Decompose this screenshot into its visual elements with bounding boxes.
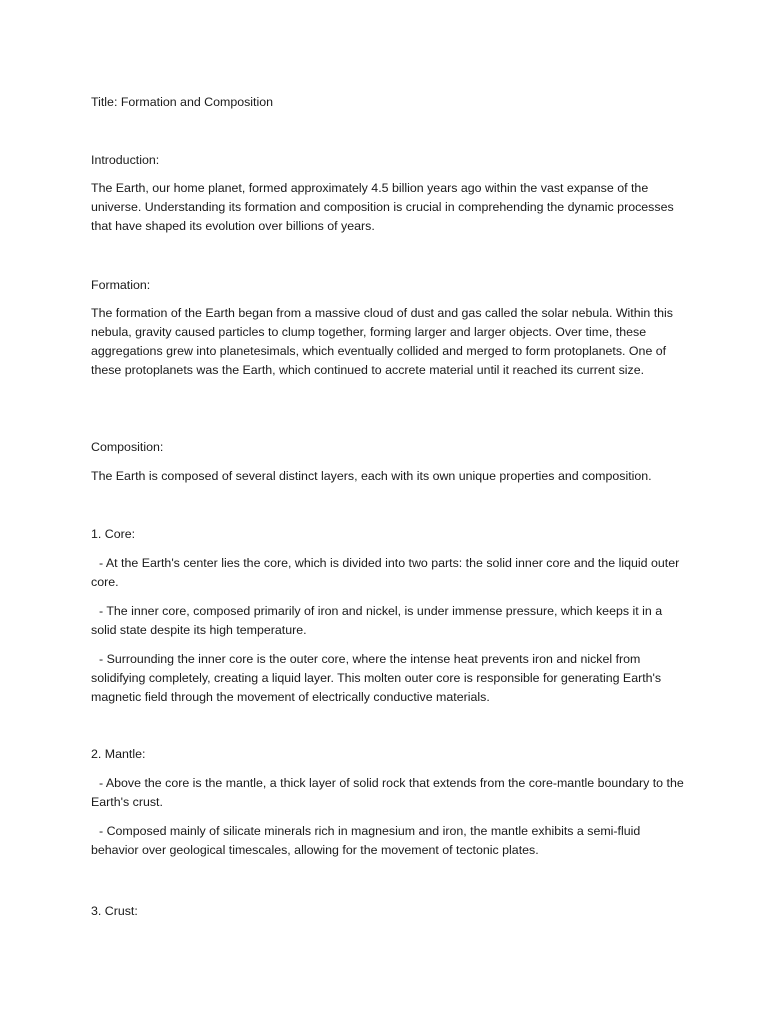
mantle-bullet-1: - Above the core is the mantle, a thick layer of solid rock that extends from the core-mantle boundary to the Earth's crust. — [91, 776, 684, 809]
introduction-paragraph: The Earth, our home planet, formed approximately 4.5 billion years ago within the vast expanse of the universe. Understanding its formation and composition is crucial in comprehending the dynamic processes that have shaped its evolution over billions of years. — [91, 181, 674, 233]
composition-paragraph: The Earth is composed of several distinct layers, each with its own unique properties and composition. — [91, 469, 652, 483]
crust-heading: 3. Crust: — [91, 904, 138, 918]
mantle-bullet-2: - Composed mainly of silicate minerals rich in magnesium and iron, the mantle exhibits a semi-fluid behavior over geological timescales, allowing for the movement of tectonic plates. — [91, 824, 641, 857]
core-bullet-3: - Surrounding the inner core is the outer core, where the intense heat prevents iron and nickel from solidifying completely, creating a liquid layer. This molten outer core is responsible for generating Earth's magnetic field through the movement of electrically conductive materials. — [91, 652, 662, 704]
composition-heading: Composition: — [91, 440, 164, 454]
document-title: Title: Formation and Composition — [91, 95, 274, 109]
formation-paragraph: The formation of the Earth began from a massive cloud of dust and gas called the solar nebula. Within this nebula, gravity caused particles to clump together, forming larger and larger objects. Over time, these aggregations grew into planetesimals, which eventually collided and merged to form protoplanets. One of these protoplanets was the Earth, which continued to accrete material until it reached its current size. — [91, 306, 673, 377]
core-heading: 1. Core: — [91, 527, 136, 541]
mantle-heading: 2. Mantle: — [91, 747, 146, 761]
core-bullet-1: - At the Earth's center lies the core, which is divided into two parts: the solid inner core and the liquid outer core. — [91, 556, 680, 589]
formation-heading: Formation: — [91, 278, 151, 292]
introduction-heading: Introduction: — [91, 153, 160, 167]
core-bullet-2: - The inner core, composed primarily of iron and nickel, is under immense pressure, which keeps it in a solid state despite its high temperature. — [91, 604, 663, 637]
